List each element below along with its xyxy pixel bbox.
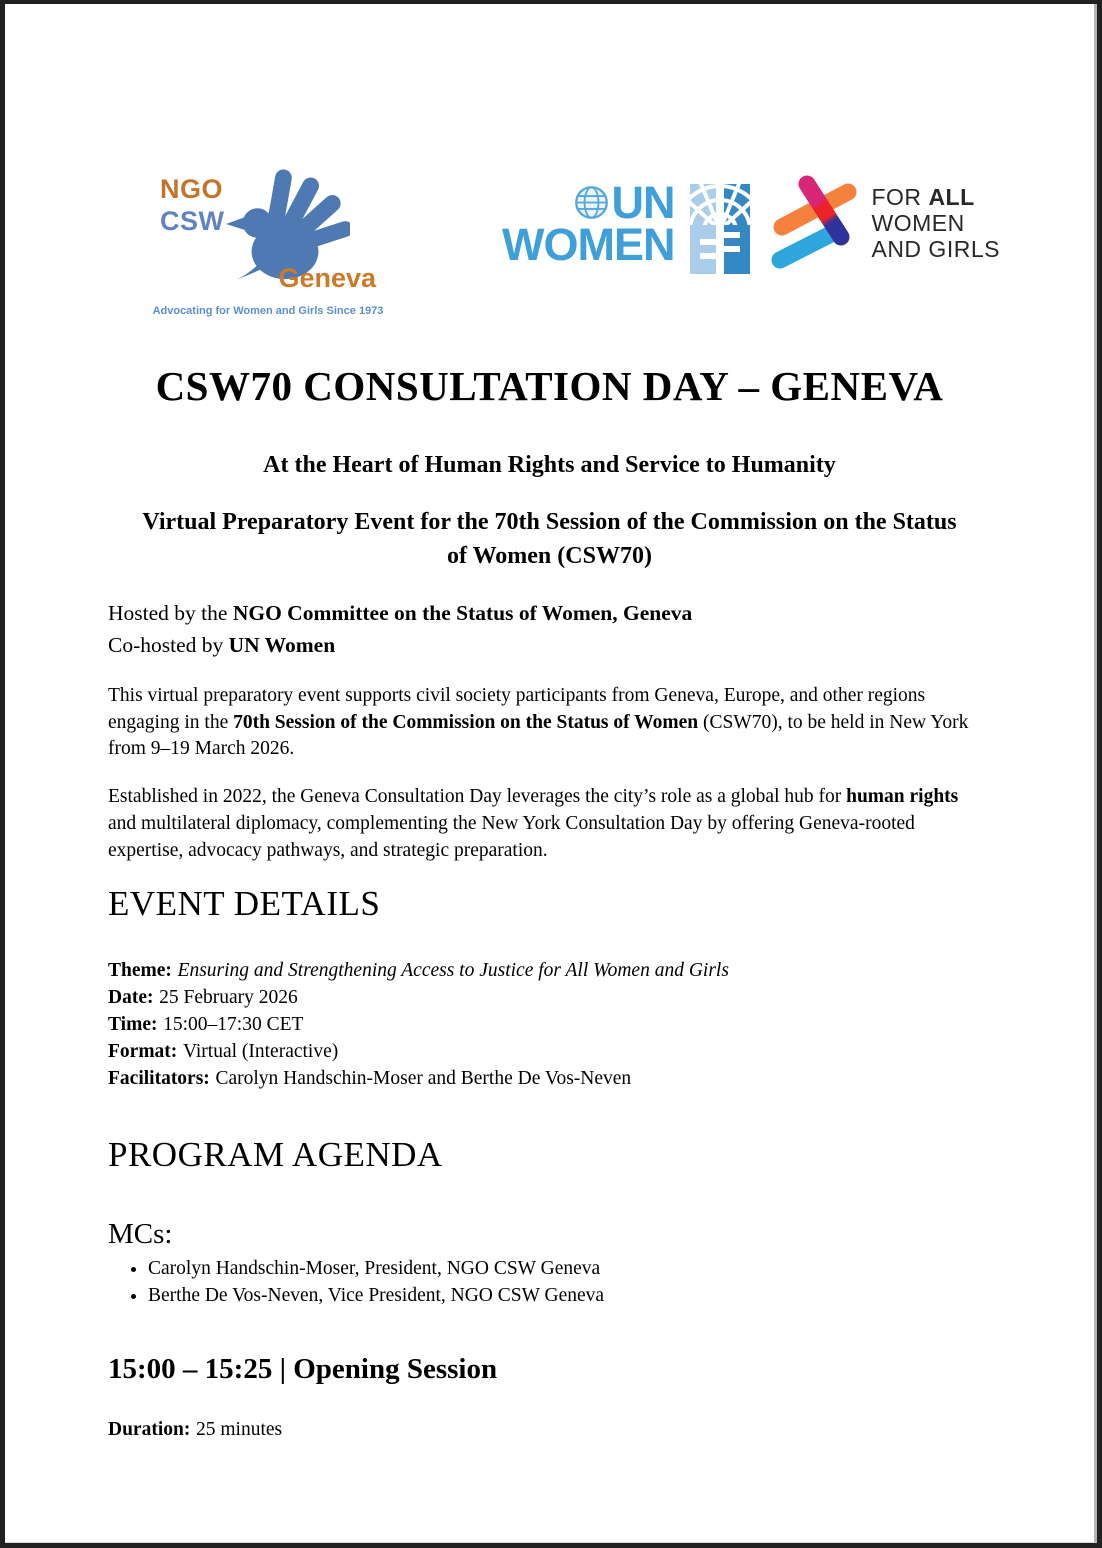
mc-item: • Berthe De Vos-Neven, Vice President, NGO CSW Geneva <box>148 1282 991 1309</box>
crossed-ribbons-icon <box>769 175 861 271</box>
duration-value: 25 minutes <box>195 1418 283 1440</box>
opening-session-heading: 15:00 – 15:25 | Opening Session <box>108 1353 498 1385</box>
intro-paragraph-1 <box>108 683 991 764</box>
hosting-block <box>108 597 991 662</box>
for-all-wordmark <box>871 185 999 262</box>
hosted-org-text: NGO Committee on the Status of Women, Geneva <box>232 601 693 626</box>
ngo-csw-geneva-logo <box>152 167 384 319</box>
p2-text-b: and multilateral diplomacy, complementing the New York Consultation Day by offering Geneva-rooted expertise, advocacy pathways, and strategic preparation. <box>108 813 915 862</box>
p1-text-a: This virtual preparatory event supports civil society participants from Geneva, Europe, and other regions engaging in the <box>108 684 926 733</box>
duration-line <box>108 1419 991 1441</box>
geneva-text: Geneva <box>278 263 376 293</box>
for-text: FOR <box>871 184 929 210</box>
intro-paragraph-2 <box>108 784 991 865</box>
event-description-line: Virtual Preparatory Event for the 70th Session of the Commission on the Status of Women (CSW70) <box>142 509 957 570</box>
program-agenda-heading: PROGRAM AGENDA <box>108 1135 443 1175</box>
un-women-emblem-icon <box>687 170 753 277</box>
un-women-wordmark <box>502 177 675 270</box>
page-title: CSW70 CONSULTATION DAY – GENEVA <box>155 363 944 409</box>
un-globe-icon <box>573 184 610 221</box>
ngo-csw-tagline: Advocating for Women and Girls Since 1973 <box>152 305 384 317</box>
csw-text: CSW <box>160 206 225 237</box>
p1-text-b: (CSW70), to be held in New York from 9–19 March 2026. <box>108 711 969 760</box>
detail-theme <box>108 957 991 984</box>
subtitle: At the Heart of Human Rights and Service to Humanity <box>263 452 836 478</box>
and-girls-text: AND GIRLS <box>871 235 1000 262</box>
women-text: WOMEN <box>502 218 675 270</box>
un-women-logo <box>502 177 753 277</box>
ngo-text: NGO <box>160 174 224 204</box>
detail-time-label: Time: <box>108 1013 158 1035</box>
event-details-heading: EVENT DETAILS <box>108 884 381 924</box>
detail-date <box>108 984 991 1011</box>
detail-date-label: Date: <box>108 986 154 1008</box>
detail-facilitators-value: Carolyn Handschin-Moser and Berthe De Vos-Neven <box>215 1067 632 1089</box>
mc-item: • Carolyn Handschin-Moser, President, NGO CSW Geneva <box>148 1255 991 1282</box>
p1-bold-text: 70th Session of the Commission on the Status of Women <box>233 711 699 733</box>
fa-women-text: WOMEN <box>871 209 965 236</box>
p2-bold-text: human rights <box>846 786 959 808</box>
detail-time-value: 15:00–17:30 CET <box>163 1013 304 1035</box>
detail-theme-label: Theme: <box>108 959 172 981</box>
duration-label: Duration: <box>108 1418 191 1440</box>
hosted-by-line <box>108 597 991 629</box>
cohosted-by-line <box>108 629 991 661</box>
detail-time <box>108 1011 991 1038</box>
un-text: UN <box>611 177 675 228</box>
detail-theme-value: Ensuring and Strengthening Access to Justice for All Women and Girls <box>177 959 729 981</box>
detail-facilitators-label: Facilitators: <box>108 1067 210 1089</box>
detail-format-value: Virtual (Interactive) <box>182 1040 339 1062</box>
all-text: ALL <box>928 184 975 210</box>
mcs-list <box>108 1255 991 1309</box>
event-details-list <box>108 957 991 1092</box>
logos-row <box>108 4 1000 317</box>
cohosted-prefix-text: Co-hosted by <box>108 633 229 658</box>
detail-format <box>108 1038 991 1065</box>
hosted-prefix-text: Hosted by the <box>108 601 233 626</box>
mcs-label: MCs: <box>108 1217 173 1250</box>
detail-facilitators <box>108 1065 991 1092</box>
ngo-csw-wordmark <box>160 173 225 238</box>
detail-date-value: 25 February 2026 <box>159 986 298 1008</box>
for-all-women-and-girls-logo <box>769 175 999 271</box>
document-page <box>5 4 1097 1543</box>
detail-format-label: Format: <box>108 1040 178 1062</box>
p2-text-a: Established in 2022, the Geneva Consultation Day leverages the city’s role as a global hub for <box>108 786 847 808</box>
cohosted-org-text: UN Women <box>228 633 336 658</box>
